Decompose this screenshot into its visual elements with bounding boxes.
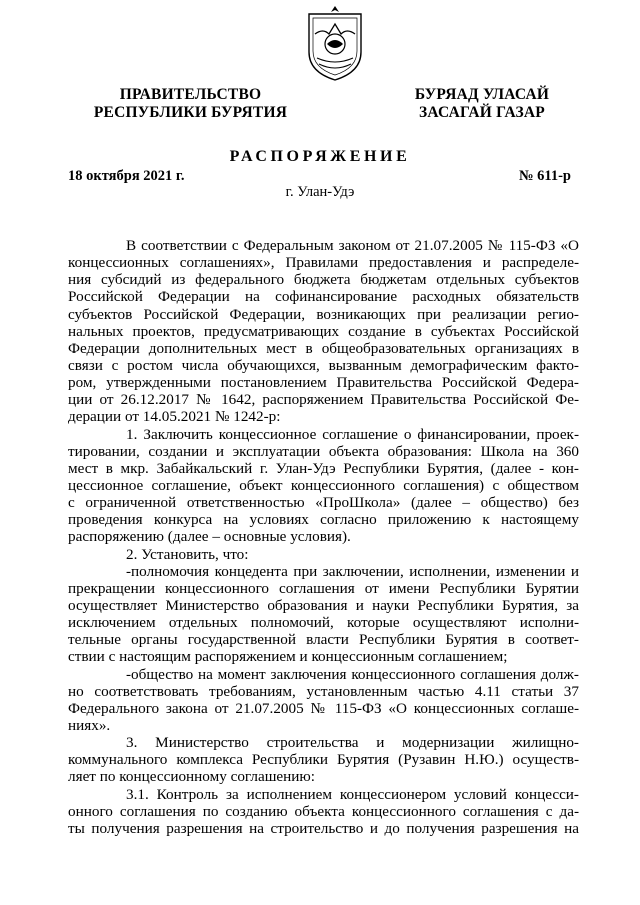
body-text-line: но соответствовать требованиям, установленным частью 4.11 статьи 37 [68, 682, 579, 700]
body-text-line: распоряжению (далее – основные условия). [68, 528, 351, 546]
body-text-line: -полномочия концедента при заключении, исполнении, изменении и [126, 562, 579, 580]
body-text-line: Федерации дополнительных мест в общеобразовательных организациях в [68, 339, 579, 357]
body-text-line: субъектов Российской Федерации, возникающих при реализации регио- [68, 305, 579, 323]
government-name-buryat [398, 86, 566, 122]
org-line: ЗАСАГАЙ ГАЗАР [419, 104, 545, 121]
body-text-line: онного соглашения по созданию объекта концессионного соглашения с да- [68, 802, 579, 820]
document-city: г. Улан-Удэ [285, 184, 355, 200]
body-text-line: осуществляет Министерство образования и науки Республики Бурятия, за [68, 596, 579, 614]
body-text-line: ляет по концессионному соглашению: [68, 768, 315, 786]
body-text-line: с ограниченной ответственностью «ПроШкола» (далее – общество) без [68, 494, 579, 512]
body-text-line: цессионное соглашение, объект концессионного соглашения) с обществом [68, 476, 579, 494]
org-line: БУРЯАД УЛАСАЙ [414, 86, 550, 103]
body-text-line: прекращении концессионного соглашения от имени Республики Бурятии [68, 579, 579, 597]
body-text-line: 3. Министерство строительства и модернизации жилищно- [126, 734, 579, 752]
body-text-line: ции от 26.12.2017 № 1642, распоряжением Правительства Российской Фе- [68, 391, 579, 409]
body-text-line: Российской Федерации на софинансирование расходных обязательств [68, 288, 579, 306]
document-body [68, 237, 579, 837]
org-line: РЕСПУБЛИКИ БУРЯТИЯ [93, 104, 288, 121]
body-text-line: тировании, создании и эксплуатации объекта образования: Школа на 360 [68, 442, 579, 460]
body-text-line: ты получения разрешения на строительство и до получения разрешения на [68, 819, 579, 837]
body-text-line: 2. Установить, что: [126, 545, 249, 563]
body-text-line: дерации от 14.05.2021 № 1242-р: [68, 408, 281, 426]
body-text-line: ния субсидий из федерального бюджета бюджетам отдельных субъектов [68, 271, 579, 289]
document-number: № 611-р [518, 168, 571, 184]
body-text-line: коммунального комплекса Республики Бурятия (Рузавин Н.Ю.) осуществ- [68, 751, 579, 769]
body-text-line: ром, утвержденными постановлением Правительства Российской Федера- [68, 374, 579, 392]
body-text-line: ствии с настоящим распоряжением и концессионным соглашением; [68, 648, 508, 666]
body-text-line: нальных проектов, предусматривающих создание в субъектах Российской [68, 322, 579, 340]
document-date: 18 октября 2021 г. [68, 168, 185, 184]
body-text-line: тельные органы государственной власти Республики Бурятия в соответ- [68, 631, 579, 649]
body-text-line: ниях». [68, 716, 111, 734]
coat-of-arms-emblem [303, 4, 367, 82]
org-line: ПРАВИТЕЛЬСТВО [119, 86, 262, 103]
document-title: РАСПОРЯЖЕНИЕ [229, 148, 411, 165]
body-text-line: 1. Заключить концессионное соглашение о финансировании, проек- [126, 425, 579, 443]
body-text-line: связи с ростом числа обучающихся, вызванным демографическим факто- [68, 356, 579, 374]
body-text-line: 3.1. Контроль за исполнением концессионером условий концесси- [126, 785, 579, 803]
body-text-line: Федерального закона от 21.07.2005 № 115-ФЗ «О концессионных соглаше- [68, 699, 579, 717]
body-text-line: -общество на момент заключения концессионного соглашения долж- [126, 665, 579, 683]
government-name [78, 86, 303, 122]
body-text-line: исключением отдельных полномочий, которые осуществляют исполни- [68, 614, 579, 632]
body-text-line: мест в мкр. Забайкальский г. Улан-Удэ Республики Бурятия, (далее - кон- [68, 459, 579, 477]
body-text-line: проведения конкурса на условиях согласно приложению к настоящему [68, 511, 579, 529]
body-text-line: концессионных соглашениях», Правилами предоставления и распределе- [68, 254, 579, 272]
body-text-line: В соответствии с Федеральным законом от 21.07.2005 № 115-ФЗ «О [126, 237, 579, 254]
